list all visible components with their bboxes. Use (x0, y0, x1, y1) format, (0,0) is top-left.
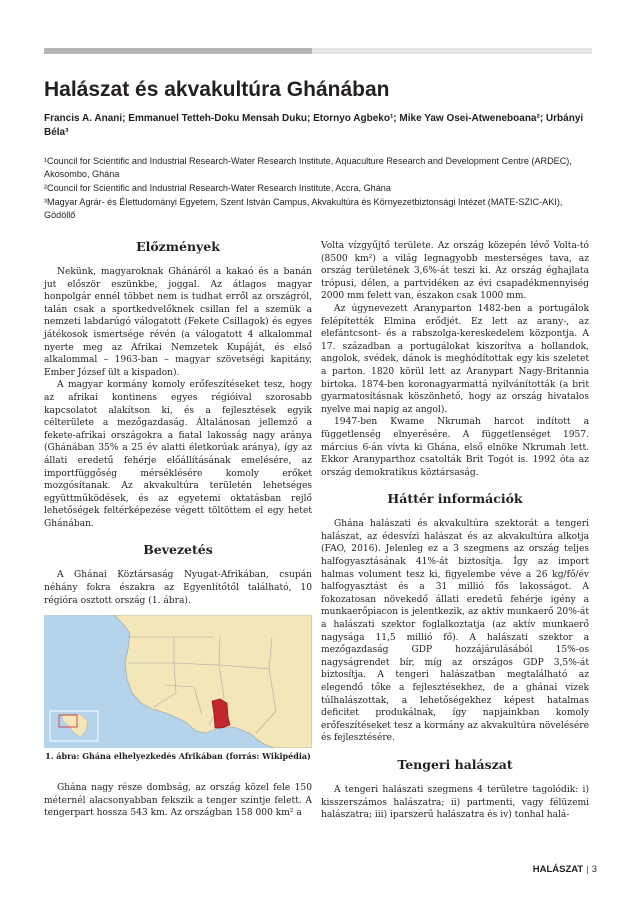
figure-caption: 1. ábra: Ghána elhelyezkedés Afrikában (forrás: Wikipédia) (45, 751, 311, 762)
paragraph: Nekünk, magyaroknak Ghánáról a kakaó és a banán jut először eszünkbe, joggal. Az átlagos magyar honpolgár ennél többet nem is tudhat erről az országról, talán csak a sportkedvelőknek csillan fel a szemük a nemzeti labdarúgó válogatott (Fekete Csillagok) és egyes játékosok ismertsége révén (a válogatott 4 alkalommal nyerte meg az Afrikai Nemzetek Kupáját, és első alkalommal – 1963-ban – magyar szövetségi kapitány, Ember József ült a kispadon). (44, 267, 312, 378)
paragraph: A magyar kormány komoly erőfeszítéseket tesz, hogy az afrikai kontinens egyes régióival szorosabb kapcsolatot alakítson ki, és a fejlesztések egyik célterülete a mezőgazdaság. Általánosan jellemző a fekete-afrikai országokra a fiatal lakosság nagy aránya (Ghánában 35% a 25 év alatti életkorúak aránya), így az állati eredetű fehérje előállításának emelésére, az importfüggőség mérséklésére komoly erőket mozgósítanak. Az akvakultúra területén lehetséges együttműködések, és az egyetemi oktatásban rejlő lehetőségek feltérképezése végett töltöttem el egy hetet Ghánában. (44, 380, 312, 529)
right-column (321, 240, 589, 822)
article-title: Halászat és akvakultúra Ghánában (44, 78, 390, 101)
paragraph: A tengeri halászati szegmens 4 területre tagolódik: i) kisszerszámos halászatra; ii) partmenti, vagy félüzemi halászatra; iii) iparszerű halászatra és iv) tonhal halá- (321, 784, 589, 821)
heading-hatter: Háttér információk (387, 491, 523, 507)
footer-separator: | (586, 864, 589, 875)
affiliation-1: ¹Council for Scientific and Industrial Research-Water Research Institute, Aquaculture Research and Development Centre (ARDEC), Akosombo, Ghána (44, 156, 572, 179)
map-graphic (44, 615, 312, 748)
left-column (44, 240, 312, 820)
heading-elozmenyek: Előzmények (136, 239, 220, 254)
paragraph: Ghána halászati és akvakultúra szektorát a tengeri halászat, az édesvízi halászat és az akvakultúra alkotja (FAO, 2016). Jelenleg ez a 3 szegmens az ország teljes halfogyasztásának 41%-át biztosítja. Így az import halmas volument tesz ki, figyelembe véve a 26 kg/fő/év halfogyasztást és a 31 millió fős lakosságot. A fokozatosan növekedő állati eredetű fehérje igény a munkaerőpiacon is jelentkezik, az aktív munkaerő 20%-át a halászati szektor foglalkoztatja (az aktív munkaerő nagysága 11,5 millió fő). A halászati szektor a mezőgazdaság GDP hozzájárulásából 15%-os nagyságrendet bír, míg az országos GDP 3,5%-át biztosítja. A tengeri halászatban megtalálható az elegendő tőke a fejlesztésekhez, de a ghánai vizek túlhalászottak, a lehetőségekhez képest hatalmas deficitet produkálnak, így napjainkban komoly erőfeszítéseket tesz a kormány az akvakultúra növelésére és fejlesztésére. (321, 519, 589, 744)
header-rule-accent (44, 48, 312, 54)
paragraph: Volta vízgyűjtő területe. Az ország közepén lévő Volta-tó (8500 km²) a világ legnagyobb mesterséges tava, az ország területének 3,6%-át teszi ki. Az ország éghajlata trópusi, délen, a partvidéken az évi csapadékmennyiség 2000 mm felett van, északon csak 1000 mm. (321, 241, 589, 302)
affiliation-3: ³Magyar Agrár- és Élettudományi Egyetem, Szent István Campus, Akvakultúra és Környezetbiztonsági Intézet (MATE-SZIC-AKI), Gödöllő (44, 197, 563, 220)
paragraph: Az úgynevezett Aranyparton 1482-ben a portugálok felépítették Elmina erődjét. Ez lett az arany-, az elefántcsont- és a rabszolga-kereskedelem központja. A 17. században a portugálokat kiszorítva a hollandok, angolok, svédek, dánok is meghódítottak egy kis szeletet a parton. 1820 körül lett az Aranypart Nagy-Britannia birtoka. 1874-ben koronagyarmattá nyilvánították (a brit gyarmatosításnak köszönhető, hogy az ország hivatalos nyelve mai napig az angol). (321, 303, 589, 415)
header-rule (44, 48, 592, 54)
page-number: 3 (591, 864, 597, 875)
paragraph: A Ghánai Köztársaság Nyugat-Afrikában, csupán néhány fokra északra az Egyenlítőtől található, 10 régióra osztott ország (1. ábra). (44, 570, 312, 606)
paragraph: 1947-ben Kwame Nkrumah harcot indított a függetlenség elnyerésére. A függetlenséget 1957. március 6-án vívta ki Ghána, első elnöke Nkrumah lett. Ekkor Aranyparthoz csatolták Brit Togót is. 1992 óta az ország demokratikus köztársaság. (321, 417, 589, 478)
paragraph: Ghána nagy része dombság, az ország közel fele 150 méternél alacsonyabban fekszik a tenger szintje felett. A tengerpart hossza 543 km. Az országban 158 000 km² a (44, 783, 312, 819)
affiliations (44, 155, 589, 223)
figure-africa-map (44, 615, 312, 748)
footer-section: HALÁSZAT (532, 864, 584, 875)
heading-tengeri: Tengeri halászat (397, 756, 513, 772)
affiliation-2: ²Council for Scientific and Industrial Research-Water Research Institute, Accra, Ghána (44, 183, 391, 193)
author-list: Francis A. Anani; Emmanuel Tetteh-Doku Mensah Duku; Etornyo Agbeko¹; Mike Yaw Osei-Atweneboana²; Urbányi Béla³ (44, 113, 584, 138)
heading-bevezetes: Bevezetés (143, 542, 213, 558)
page-footer (517, 864, 597, 875)
